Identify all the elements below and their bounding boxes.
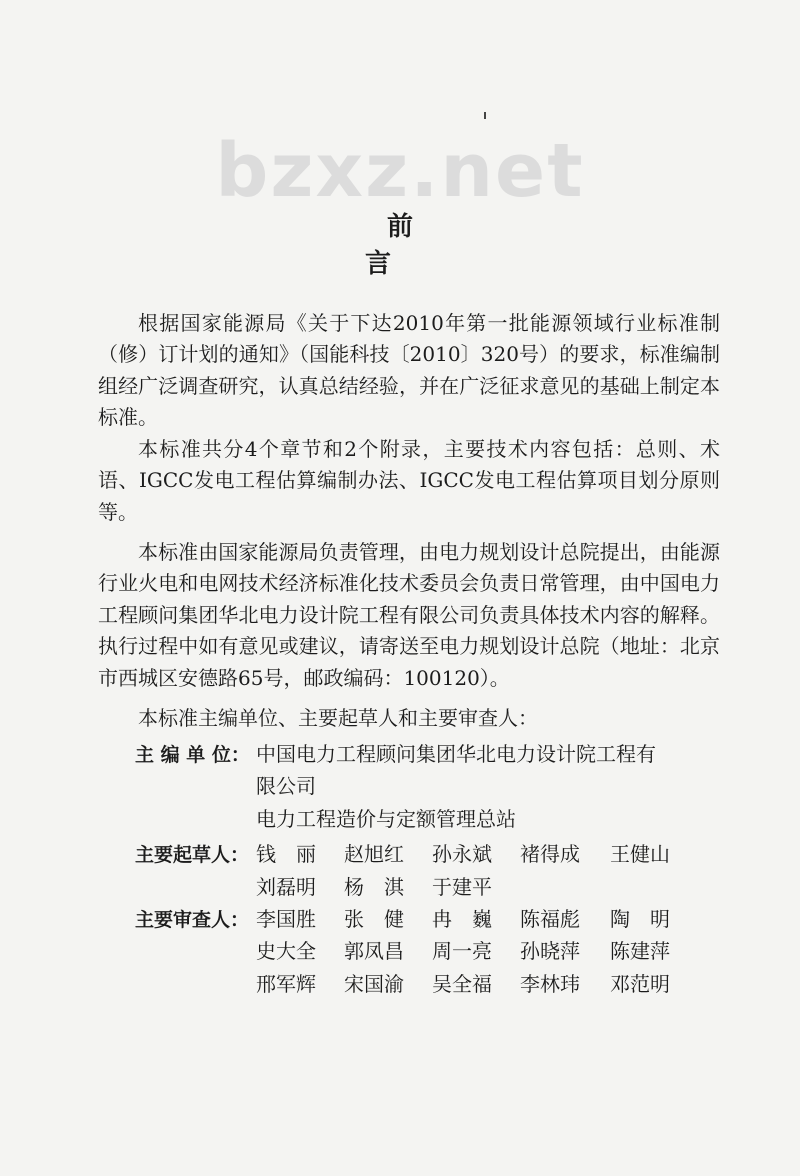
paragraph-contents: 本标准共分4个章节和2个附录，主要技术内容包括：总则、术语、IGCC发电工程估算编制办法、IGCC发电工程估算项目划分原则等。 (98, 437, 720, 524)
paragraph-management: 本标准由国家能源局负责管理，由电力规划设计总院提出，由能源行业火电和电网技术经济标准化技术委员会负责日常管理，由中国电力工程顾问集团华北电力设计院工程有限公司负责具体技术内容的解释。执行过程中如有意见或建议，请寄送至电力规划设计总院（地址：北京市西城区安德路65号，邮政编码：100120）。 (98, 540, 720, 690)
reviewer-name: 冉 巍 (432, 907, 492, 931)
drafters-label: 主要起草人： (135, 844, 250, 866)
reviewer-name: 吴全福 (432, 972, 492, 996)
page-title: 前 言 (364, 212, 528, 279)
reviewer-name: 陈建萍 (610, 939, 670, 963)
reviewer-name: 陈福彪 (520, 907, 580, 931)
reviewer-name: 陶 明 (610, 907, 670, 931)
watermark: bzxz.net (215, 128, 585, 214)
reviewers-label: 主要审查人： (135, 909, 250, 931)
reviewer-name: 邢军辉 (256, 972, 316, 996)
drafter-name: 赵旭红 (344, 842, 404, 866)
paragraph-basis: 根据国家能源局《关于下达2010年第一批能源领域行业标准制（修）订计划的通知》（国能科技〔2010〕320号）的要求，标准编制组经广泛调查研究，认真总结经验，并在广泛征求意见的基础上制定本标准。 (98, 311, 720, 430)
scan-speck (484, 112, 486, 119)
reviewer-name: 郭凤昌 (344, 939, 404, 963)
drafter-name: 褚得成 (520, 842, 580, 866)
drafter-name: 钱 丽 (256, 842, 316, 866)
editor-units-label: 主 编 单 位： (135, 744, 250, 766)
editor-unit-line: 电力工程造价与定额管理总站 (256, 807, 516, 831)
drafter-name: 孙永斌 (432, 842, 492, 866)
drafter-name: 刘磊明 (256, 875, 316, 899)
drafter-name: 王健山 (610, 842, 670, 866)
drafter-name: 于建平 (432, 875, 492, 899)
reviewer-name: 邓范明 (610, 972, 670, 996)
reviewer-name: 孙晓萍 (520, 939, 580, 963)
reviewer-name: 史大全 (256, 939, 316, 963)
editor-unit-line: 限公司 (256, 774, 316, 798)
reviewer-name: 李林玮 (520, 972, 580, 996)
paragraph-personnel-intro: 本标准主编单位、主要起草人和主要审查人： (138, 706, 538, 730)
reviewer-name: 张 健 (344, 907, 404, 931)
editor-unit-line: 中国电力工程顾问集团华北电力设计院工程有 (256, 742, 656, 766)
reviewer-name: 宋国渝 (344, 972, 404, 996)
reviewer-name: 李国胜 (256, 907, 316, 931)
reviewer-name: 周一亮 (432, 939, 492, 963)
drafter-name: 杨 淇 (344, 875, 404, 899)
